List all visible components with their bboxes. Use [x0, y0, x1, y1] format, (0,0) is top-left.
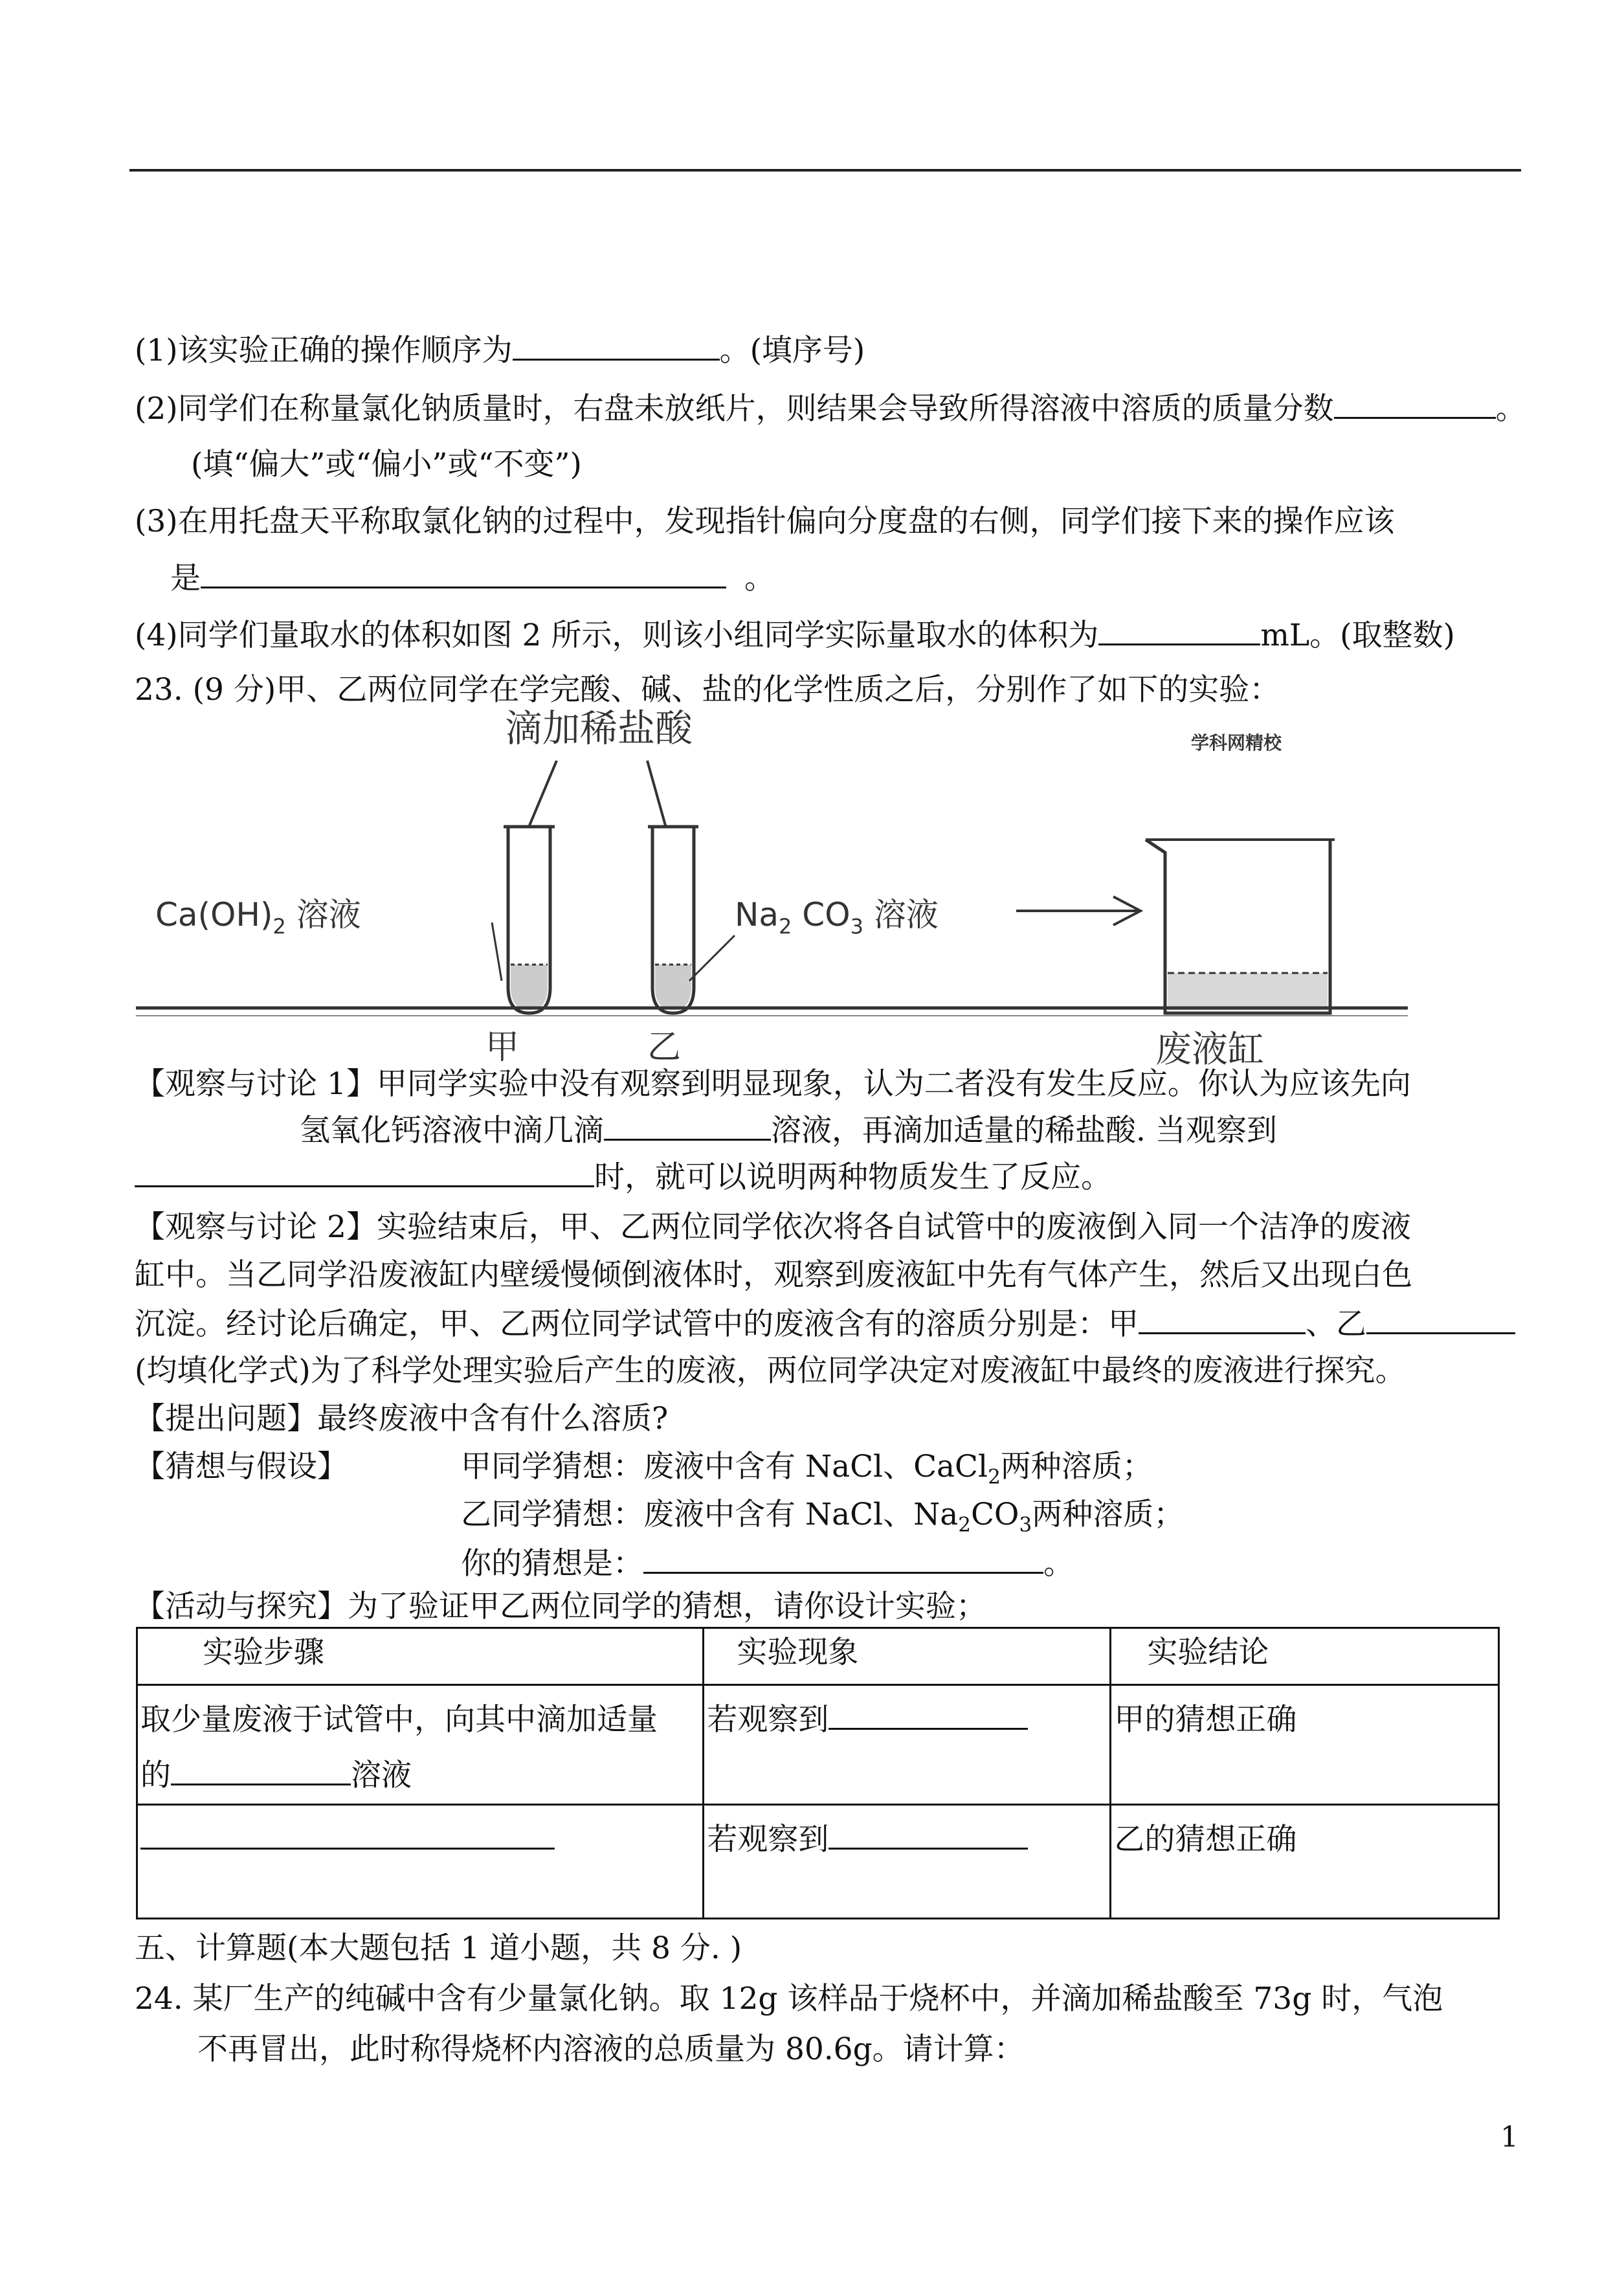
table-header-row — [137, 1628, 1499, 1685]
q23-intro: 23. (9 分)甲、乙两位同学在学完酸、碱、盐的化学性质之后，分别作了如下的实验： — [135, 672, 1280, 708]
header-step: 实验步骤 — [137, 1628, 704, 1685]
figure-watermark: 学科网精校 — [1191, 732, 1282, 754]
answer-blank[interactable] — [1098, 615, 1260, 645]
pointer-line — [529, 761, 557, 825]
tube-label-yi: 乙 — [647, 1028, 682, 1067]
discussion-2-line-4: (均填化学式)为了科学处理实验后产生的废液，两位同学决定对废液缸中最终的废液进行探究。 — [135, 1353, 1406, 1389]
answer-blank[interactable] — [201, 558, 726, 588]
hypothesis-jia: 甲同学猜想：废液中含有 NaCl、CaCl$_2$两种溶质； — [461, 1449, 1153, 1489]
pointer-line — [689, 935, 735, 981]
row2-conclusion: 乙的猜想正确 — [1111, 1805, 1499, 1919]
section-5-heading: 五、计算题(本大题包括 1 道小题，共 8 分. ) — [135, 1930, 742, 1966]
row1-conclusion: 甲的猜想正确 — [1111, 1685, 1499, 1805]
pointer-line — [647, 761, 665, 825]
row1-phenomenon: 若观察到 — [704, 1685, 1111, 1805]
question-prompt: 【提出问题】最终废液中含有什么溶质? — [135, 1401, 669, 1437]
pointer-line — [492, 923, 502, 981]
q22-item-4: (4)同学们量取水的体积如图 2 所示，则该小组同学实际量取水的体积为 mL。(取整数) — [135, 615, 1455, 655]
header-rule — [129, 169, 1521, 172]
hypothesis-yi: 乙同学猜想：废液中含有 NaCl、$Na_2CO_3$两种溶质； — [461, 1497, 1185, 1537]
arrow-icon — [1016, 897, 1140, 925]
left-solution-label: $Ca(OH)_2$ 溶液 — [155, 896, 361, 939]
tube-label-jia: 甲 — [485, 1028, 520, 1067]
row1-step: 取少量废液于试管中，向其中滴加适量 的 溶液 — [137, 1685, 704, 1805]
q24-line-2: 不再冒出，此时称得烧杯内溶液的总质量为 80.6g。请计算： — [197, 2031, 1025, 2067]
q22-item-1: (1)该实验正确的操作顺序为 。(填序号) — [135, 330, 865, 370]
experiment-figure — [129, 709, 1418, 1071]
row2-phenomenon: 若观察到 — [704, 1805, 1111, 1919]
answer-blank[interactable] — [135, 1157, 594, 1187]
q22-item-2: (2)同学们在称量氯化钠质量时，右盘未放纸片，则结果会导致所得溶液中溶质的质量分数 。 — [135, 388, 1526, 429]
header-phenomenon: 实验现象 — [704, 1628, 1111, 1685]
experiment-table — [136, 1627, 1500, 1919]
discussion-2-line-3: 沉淀。经讨论后确定，甲、乙两位同学试管中的废液含有的溶质分别是：甲 、乙 — [135, 1304, 1515, 1344]
q22-item-3-cont: 是 。 — [170, 558, 775, 598]
discussion-2-line-1: 【观察与讨论 2】实验结束后，甲、乙两位同学依次将各自试管中的废液倒入同一个洁净的废液 — [135, 1209, 1411, 1245]
header-conclusion: 实验结论 — [1111, 1628, 1499, 1685]
activity-heading: 【活动与探究】为了验证甲乙两位同学的猜想，请你设计实验； — [135, 1589, 986, 1624]
hypothesis-yours: 你的猜想是： 。 — [461, 1543, 1074, 1583]
table-row — [137, 1805, 1499, 1919]
row2-step — [137, 1805, 704, 1919]
q22-item-3: (3)在用托盘天平称取氯化钠的过程中，发现指针偏向分度盘的右侧，同学们接下来的操作应该 — [135, 504, 1395, 539]
table-row — [137, 1685, 1499, 1805]
tank-label: 废液缸 — [1155, 1029, 1264, 1071]
page-number: 1 — [1500, 2121, 1518, 2154]
answer-blank[interactable] — [1139, 1304, 1306, 1334]
discussion-1-line-1: 【观察与讨论 1】甲同学实验中没有观察到明显现象，认为二者没有发生反应。你认为应该先向 — [135, 1066, 1411, 1102]
answer-blank[interactable] — [1334, 388, 1496, 419]
answer-blank[interactable] — [171, 1755, 351, 1785]
answer-blank[interactable] — [643, 1543, 1043, 1574]
answer-blank[interactable] — [513, 330, 720, 361]
hypothesis-label: 【猜想与假设】 — [135, 1449, 348, 1484]
q24-line-1: 24. 某厂生产的纯碱中含有少量氯化钠。取 12g 该样品于烧杯中，并滴加稀盐酸至 73g 时，气泡 — [135, 1981, 1443, 2017]
right-solution-label: $Na_2$ $CO_3$ 溶液 — [735, 896, 939, 939]
answer-blank[interactable] — [1366, 1304, 1515, 1334]
discussion-2-line-2: 缸中。当乙同学沿废液缸内壁缓慢倾倒液体时，观察到废液缸中先有气体产生，然后又出现白色 — [135, 1257, 1412, 1293]
answer-blank[interactable] — [604, 1110, 771, 1141]
waste-tank-beaker — [1146, 840, 1335, 1013]
answer-blank[interactable] — [140, 1819, 555, 1850]
answer-blank[interactable] — [829, 1699, 1028, 1730]
figure-top-label: 滴加稀盐酸 — [505, 709, 693, 750]
q22-item-2-hint: (填“偏大”或“偏小”或“不变”) — [191, 447, 582, 482]
test-tube-jia — [504, 827, 555, 1013]
answer-blank[interactable] — [829, 1819, 1028, 1850]
test-tube-yi — [648, 827, 698, 1013]
discussion-1-line-3: 时，就可以说明两种物质发生了反应。 — [135, 1157, 1111, 1197]
discussion-1-line-2: 氢氧化钙溶液中滴几滴 溶液，再滴加适量的稀盐酸. 当观察到 — [300, 1110, 1277, 1150]
